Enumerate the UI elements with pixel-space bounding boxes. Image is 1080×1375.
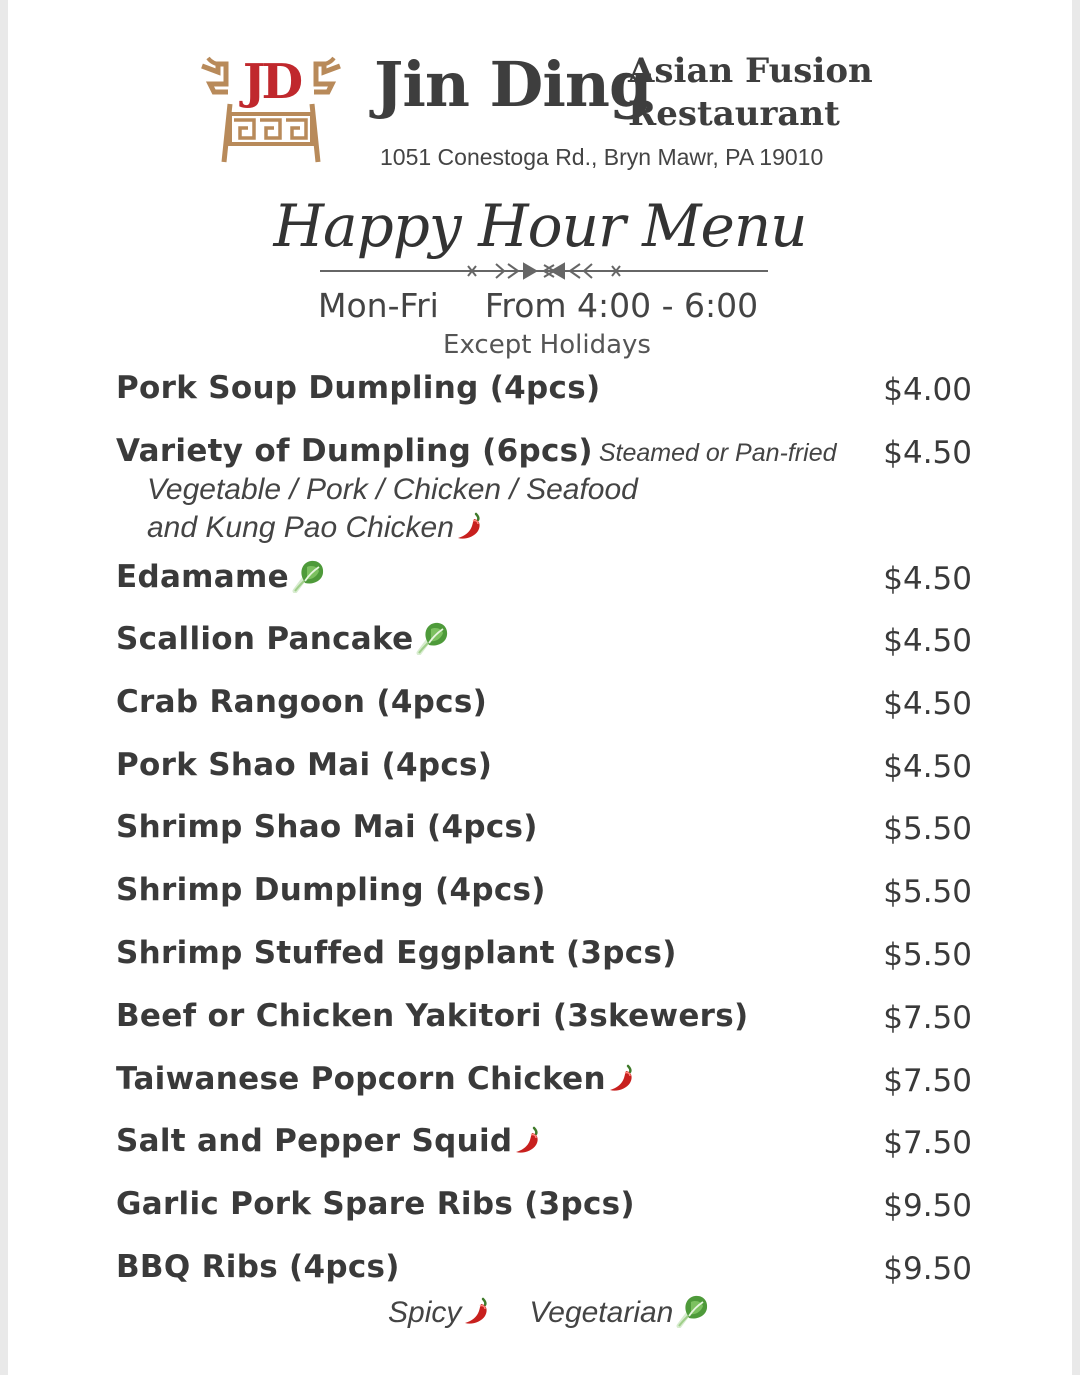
- item-name: [116, 559, 327, 595]
- item-name: Shrimp Stuffed Eggplant (3pcs): [116, 935, 677, 971]
- item-detail-line-1: Vegetable / Pork / Chicken / Seafood: [147, 473, 638, 506]
- item-note: Steamed or Pan-fried: [598, 439, 837, 467]
- legend-vegetarian-label: Vegetarian: [529, 1296, 674, 1329]
- menu-item: [116, 998, 972, 1034]
- bok-choy-icon: [415, 619, 451, 655]
- item-name-text: Variety of Dumpling (6pcs): [116, 433, 593, 469]
- item-name: Shrimp Dumpling (4pcs): [116, 872, 546, 908]
- restaurant-name: Jin Ding: [374, 48, 652, 121]
- item-price: $4.50: [883, 623, 972, 659]
- bok-choy-icon: [291, 557, 327, 593]
- arrow-divider-icon: [318, 260, 770, 282]
- hours-time: From 4:00 - 6:00: [484, 286, 759, 325]
- menu-item: [116, 559, 972, 595]
- item-price: $9.50: [883, 1251, 972, 1287]
- subtitle-line-2: Restaurant: [628, 94, 840, 134]
- menu-item: [116, 935, 972, 971]
- subtitle-line-1: Asian Fusion: [628, 51, 873, 91]
- item-name: [116, 1123, 542, 1159]
- item-price: $4.00: [883, 372, 972, 408]
- item-name: Crab Rangoon (4pcs): [116, 684, 488, 720]
- item-name: [116, 621, 451, 657]
- menu-item: [116, 433, 972, 547]
- item-price: $7.50: [883, 1063, 972, 1099]
- menu-item: [116, 370, 972, 406]
- item-price: $4.50: [883, 686, 972, 722]
- item-detail-line-2: [147, 509, 972, 547]
- menu-item: [116, 1186, 972, 1222]
- item-name: Pork Shao Mai (4pcs): [116, 747, 493, 783]
- item-price: $4.50: [883, 749, 972, 785]
- logo-letters: JD: [242, 54, 300, 110]
- bok-choy-icon: [675, 1292, 711, 1328]
- icon-legend: [388, 1296, 711, 1330]
- item-name: Shrimp Shao Mai (4pcs): [116, 809, 538, 845]
- item-price: $5.50: [883, 874, 972, 910]
- item-name: [116, 433, 837, 469]
- hours-days: Mon-Fri: [318, 286, 439, 325]
- hours-exception: Except Holidays: [443, 330, 651, 360]
- item-price: $5.50: [883, 937, 972, 973]
- item-name-text: Salt and Pepper Squid: [116, 1123, 513, 1159]
- item-detail-text: and Kung Pao Chicken: [147, 511, 454, 544]
- item-name-text: Edamame: [116, 559, 289, 595]
- menu-item: [116, 809, 972, 845]
- item-name-text: Taiwanese Popcorn Chicken: [116, 1061, 606, 1097]
- item-name: BBQ Ribs (4pcs): [116, 1249, 400, 1285]
- legend-spicy-label: Spicy: [388, 1296, 462, 1329]
- item-name: Beef or Chicken Yakitori (3skewers): [116, 998, 749, 1034]
- menu-title: Happy Hour Menu: [273, 192, 807, 260]
- menu-item: [116, 1123, 972, 1159]
- item-name-text: Scallion Pancake: [116, 621, 414, 657]
- menu-item: [116, 1061, 972, 1097]
- item-name: [116, 1061, 636, 1097]
- item-price: $7.50: [883, 1125, 972, 1161]
- happy-hour-times: [318, 286, 758, 325]
- chili-pepper-icon: [461, 1296, 491, 1326]
- menu-item: [116, 1249, 972, 1285]
- item-name: Garlic Pork Spare Ribs (3pcs): [116, 1186, 635, 1222]
- item-price: $7.50: [883, 1000, 972, 1036]
- jin-ding-logo: [200, 48, 342, 166]
- menu-item: [116, 747, 972, 783]
- item-price: $4.50: [883, 435, 972, 471]
- restaurant-subtitle: [628, 50, 873, 136]
- menu-item: [116, 621, 972, 657]
- chili-pepper-icon: [512, 1125, 542, 1155]
- item-price: $5.50: [883, 811, 972, 847]
- restaurant-address: 1051 Conestoga Rd., Bryn Mawr, PA 19010: [380, 144, 824, 170]
- menu-item: [116, 872, 972, 908]
- item-name: Pork Soup Dumpling (4pcs): [116, 370, 601, 406]
- menu-item: [116, 684, 972, 720]
- item-price: $4.50: [883, 561, 972, 597]
- chili-pepper-icon: [606, 1063, 636, 1093]
- item-price: $9.50: [883, 1188, 972, 1224]
- chili-pepper-icon: [454, 511, 484, 541]
